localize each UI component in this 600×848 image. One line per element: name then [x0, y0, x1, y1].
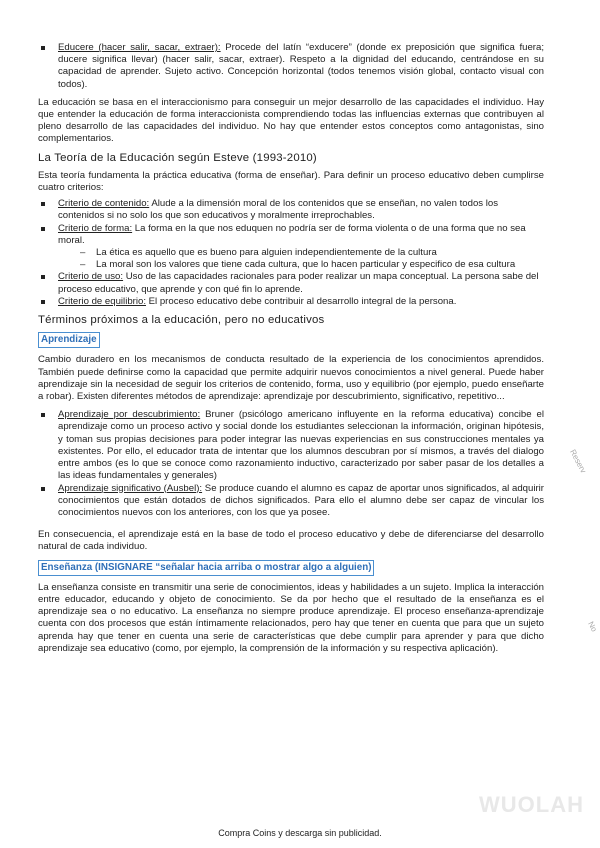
- term-label: Criterio de forma:: [58, 222, 133, 234]
- term-label: Aprendizaje significativo (Ausbel):: [58, 482, 203, 494]
- footer-note: Compra Coins y descarga sin publicidad.: [218, 828, 382, 838]
- sub-list-item: – La ética es aquello que es bueno para alguien independientemente de la cultura: [80, 247, 544, 259]
- aprendizaje-list: [38, 409, 544, 519]
- term-text: Alude a la dimensión moral de los contenidos que se enseñan, no valen todos los contenidos si no solo los que son educativos y moralmente irreprochables.: [58, 198, 499, 222]
- term-label: Criterio de contenido:: [58, 198, 150, 210]
- paragraph-ensenanza: La enseñanza consiste en transmitir una serie de conocimientos, ideas y habilidades a un sujeto. Implica la interacción entre educador, educando y objeto de conocimiento. Se da por hecho que el resultado de la enseñanza es el aprendizaje sea o no educativo. La enseñanza no siempre produce aprendizaje. El proceso enseñanza-aprendizaje cuenta con dos procesos que están íntimamente relacionados, pero hay que tener en cuenta que para que un sujeto aprenda hay que tener en cuenta una serie de características que debe cumplir para aprender y para que dicho aprendizaje sea educativo (como, por ejemplo, la comprensión de la información y su respectiva aplicación).: [38, 581, 544, 654]
- term-text: Procede del latín “exducere” (donde ex preposición que significa fuera; ducere significa llevar) (hacer salir, sacar, extraer). Respeto a la dignidad del educando, centrándose en su capacidad de aprender. Sujeto activo. Concepción horizontal (todos tenemos visión global, contacto visual con todos).: [58, 42, 544, 90]
- paragraph-interaccionismo: La educación se basa en el interaccionismo para conseguir un mejor desarrollo de las capacidades el individuo. Hay que entender la educación de forma interaccionista comprendiendo todas las influencias externas que contribuyen al pleno desarrollo de las capacidades del individuo. No hay que entender estos conceptos como antagonistas, sino complementarios.: [38, 96, 544, 145]
- term-label: Criterio de equilibrio:: [58, 295, 146, 307]
- watermark-logo: WUOLAH: [479, 792, 584, 817]
- term-label: Aprendizaje por descubrimiento:: [58, 409, 201, 421]
- list-item: [38, 198, 544, 222]
- forma-sublist: [58, 247, 544, 271]
- list-item: [38, 409, 544, 482]
- term-label: Educere (hacer salir, sacar, extraer):: [58, 42, 221, 53]
- term-label: Criterio de uso:: [58, 271, 124, 283]
- term-text: Uso de las capacidades racionales para poder realizar un mapa conceptual. La persona sabe del proceso educativo, que aprende y con qué fin lo aprende.: [58, 271, 539, 295]
- heading-terminos: Términos próximos a la educación, pero no educativos: [38, 314, 325, 327]
- side-margin-text: No: [586, 620, 599, 634]
- list-item: [38, 483, 544, 520]
- list-item: [38, 42, 544, 91]
- paragraph-aprendizaje: Cambio duradero en los mecanismos de conducta resultado de la experiencia de los conocimientos aprendidos. También puede definirse como la capacidad que permite adquirir nuevos conocimientos a nivel general. Puede haber aprendizaje sin la necesidad de seguir los criterios de contenido, forma, uso y equilibrio (por ejemplo, puedo enseñarte a robar). Existen diferentes métodos de aprendizaje: aprendizaje por descubrimiento, significativo, repetitivo...: [38, 354, 544, 403]
- term-text: La forma en la que nos eduquen no podría ser de forma violenta o de una forma que no sea moral.: [58, 222, 526, 246]
- document-body: [38, 42, 544, 655]
- list-item: [38, 271, 544, 295]
- list-item: [38, 223, 544, 272]
- sub-list-item: – La moral son los valores que tiene cada cultura, que lo hacen particular y especifico de esa cultura: [80, 259, 544, 271]
- side-margin-text: Reserv: [568, 448, 588, 475]
- section-box-ensenanza: Enseñanza (INSIGNARE “señalar hacia arriba o mostrar algo a alguien): [38, 560, 374, 576]
- term-text: El proceso educativo debe contribuir al desarrollo integral de la persona.: [145, 295, 457, 307]
- heading-esteve: La Teoría de la Educación según Esteve (1993-2010): [38, 151, 317, 164]
- term-text: Bruner (psicólogo americano influyente en la reforma educativa) concibe el aprendizaje como un proceso activo y social donde los estudiantes seleccionan la información, originan hipótesis, y toman sus propias decisiones para poder integrar las nuevas experiencias en sus construcciones mentales ya existentes. Por ello, el educador trata de intentar que los alumnos descubran por sí mismos, a través del dialogo entre ambos (es lo que se conoce como razonamiento inductivo, caracterizado por saber pasar de los detalles a las ideas fundamentales y generales): [58, 409, 544, 482]
- paragraph-consecuencia: En consecuencia, el aprendizaje está en la base de todo el proceso educativo y debe de diferenciarse del desarrollo natural de cada individuo.: [38, 529, 544, 553]
- section-box-aprendizaje: Aprendizaje: [38, 332, 100, 348]
- intro-list: [38, 42, 544, 91]
- term-text: Se produce cuando el alumno es capaz de aportar unos significados, al adquirir conocimientos que están dotados de dichos significados. Para ello el alumno debe ser capaz de vincular los conocimientos nuevos con los anteriores, con los que ya posee.: [58, 482, 544, 518]
- list-item: [38, 296, 544, 308]
- paragraph-esteve: Esta teoría fundamenta la práctica educativa (forma de enseñar). Para definir un proceso educativo deben cumplirse cuatro criterios:: [38, 169, 544, 194]
- criterios-list: [38, 198, 544, 308]
